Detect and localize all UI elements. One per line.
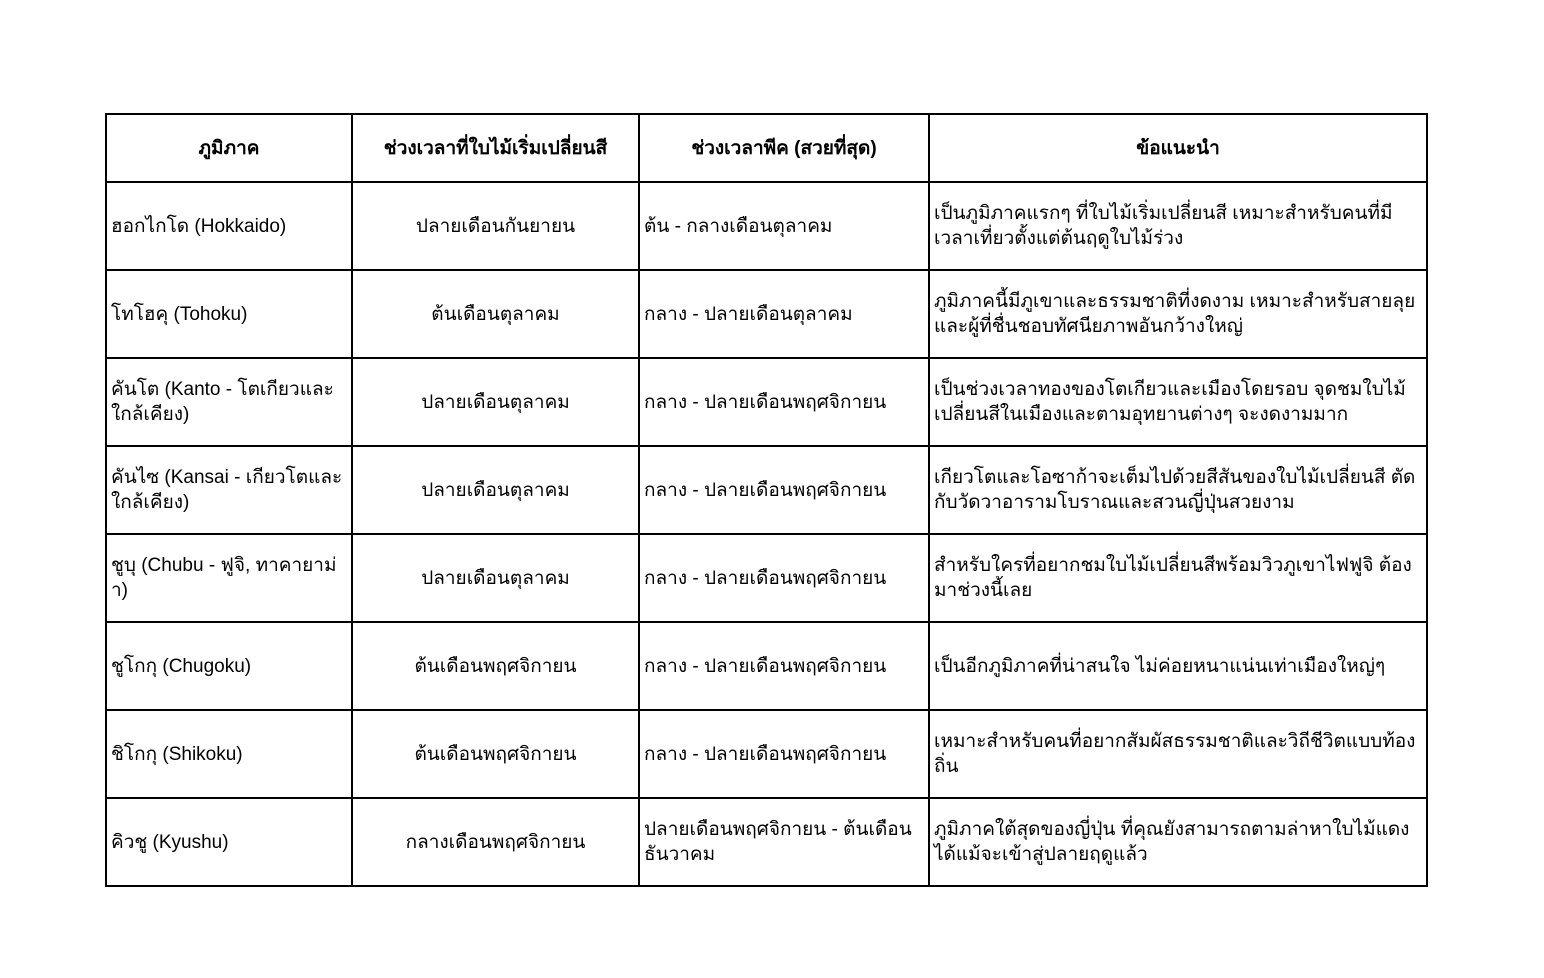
table-row bbox=[106, 182, 1427, 270]
document-page bbox=[105, 113, 1426, 887]
table-row bbox=[106, 710, 1427, 798]
cell-start: ต้นเดือนตุลาคม bbox=[352, 270, 639, 358]
cell-tip: เป็นอีกภูมิภาคที่น่าสนใจ ไม่ค่อยหนาแน่นเท่าเมืองใหญ่ๆ bbox=[929, 622, 1427, 710]
cell-peak: กลาง - ปลายเดือนพฤศจิกายน bbox=[639, 622, 929, 710]
cell-tip: สำหรับใครที่อยากชมใบไม้เปลี่ยนสีพร้อมวิวภูเขาไฟฟูจิ ต้องมาช่วงนี้เลย bbox=[929, 534, 1427, 622]
header-region: ภูมิภาค bbox=[106, 114, 352, 182]
cell-start: ต้นเดือนพฤศจิกายน bbox=[352, 622, 639, 710]
cell-peak: กลาง - ปลายเดือนพฤศจิกายน bbox=[639, 710, 929, 798]
table-row bbox=[106, 622, 1427, 710]
header-tip: ข้อแนะนำ bbox=[929, 114, 1427, 182]
header-start: ช่วงเวลาที่ใบไม้เริ่มเปลี่ยนสี bbox=[352, 114, 639, 182]
cell-region: คิวชู (Kyushu) bbox=[106, 798, 352, 886]
cell-peak: กลาง - ปลายเดือนพฤศจิกายน bbox=[639, 534, 929, 622]
cell-tip: เป็นภูมิภาคแรกๆ ที่ใบไม้เริ่มเปลี่ยนสี เหมาะสำหรับคนที่มีเวลาเที่ยวตั้งแต่ต้นฤดูใบไม้ร่วง bbox=[929, 182, 1427, 270]
cell-tip: ภูมิภาคนี้มีภูเขาและธรรมชาติที่งดงาม เหมาะสำหรับสายลุยและผู้ที่ชื่นชอบทัศนียภาพอันกว้างใหญ่ bbox=[929, 270, 1427, 358]
header-peak: ช่วงเวลาพีค (สวยที่สุด) bbox=[639, 114, 929, 182]
cell-region: ชูโกกุ (Chugoku) bbox=[106, 622, 352, 710]
table-row bbox=[106, 534, 1427, 622]
cell-region: ชูบุ (Chubu - ฟูจิ, ทาคายาม่า) bbox=[106, 534, 352, 622]
cell-start: ปลายเดือนตุลาคม bbox=[352, 358, 639, 446]
cell-region: คันโต (Kanto - โตเกียวและใกล้เคียง) bbox=[106, 358, 352, 446]
cell-region: ชิโกกุ (Shikoku) bbox=[106, 710, 352, 798]
cell-peak: กลาง - ปลายเดือนพฤศจิกายน bbox=[639, 446, 929, 534]
cell-start: ปลายเดือนกันยายน bbox=[352, 182, 639, 270]
cell-start: ปลายเดือนตุลาคม bbox=[352, 446, 639, 534]
cell-tip: เหมาะสำหรับคนที่อยากสัมผัสธรรมชาติและวิถีชีวิตแบบท้องถิ่น bbox=[929, 710, 1427, 798]
table-header-row bbox=[106, 114, 1427, 182]
cell-region: โทโฮคุ (Tohoku) bbox=[106, 270, 352, 358]
cell-tip: ภูมิภาคใต้สุดของญี่ปุ่น ที่คุณยังสามารถตามล่าหาใบไม้แดงได้แม้จะเข้าสู่ปลายฤดูแล้ว bbox=[929, 798, 1427, 886]
cell-start: ต้นเดือนพฤศจิกายน bbox=[352, 710, 639, 798]
cell-region: คันไซ (Kansai - เกียวโตและใกล้เคียง) bbox=[106, 446, 352, 534]
table-row bbox=[106, 270, 1427, 358]
cell-peak: ต้น - กลางเดือนตุลาคม bbox=[639, 182, 929, 270]
cell-tip: เป็นช่วงเวลาทองของโตเกียวและเมืองโดยรอบ จุดชมใบไม้เปลี่ยนสีในเมืองและตามอุทยานต่างๆ จะงดงามมาก bbox=[929, 358, 1427, 446]
cell-start: ปลายเดือนตุลาคม bbox=[352, 534, 639, 622]
autumn-foliage-table bbox=[105, 113, 1428, 887]
table-row bbox=[106, 798, 1427, 886]
cell-tip: เกียวโตและโอซาก้าจะเต็มไปด้วยสีสันของใบไม้เปลี่ยนสี ตัดกับวัดวาอารามโบราณและสวนญี่ปุ่นสวยงาม bbox=[929, 446, 1427, 534]
cell-peak: กลาง - ปลายเดือนตุลาคม bbox=[639, 270, 929, 358]
cell-region: ฮอกไกโด (Hokkaido) bbox=[106, 182, 352, 270]
table-row bbox=[106, 358, 1427, 446]
cell-peak: ปลายเดือนพฤศจิกายน - ต้นเดือนธันวาคม bbox=[639, 798, 929, 886]
table-row bbox=[106, 446, 1427, 534]
cell-peak: กลาง - ปลายเดือนพฤศจิกายน bbox=[639, 358, 929, 446]
cell-start: กลางเดือนพฤศจิกายน bbox=[352, 798, 639, 886]
